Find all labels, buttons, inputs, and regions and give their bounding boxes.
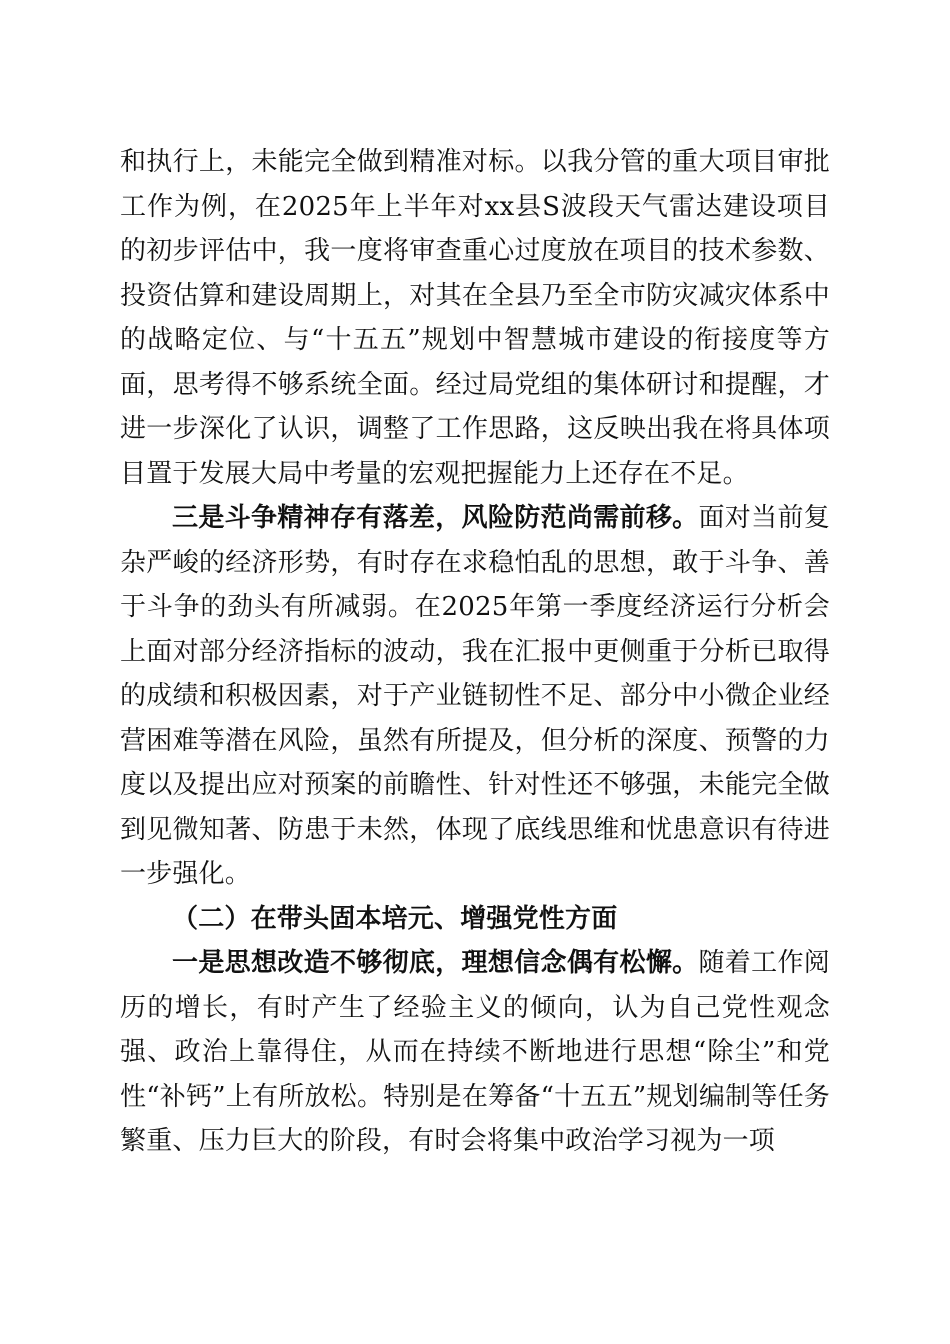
paragraph-2-lead: 三是斗争精神存有落差，风险防范尚需前移。: [172, 503, 699, 533]
section-heading: （二）在带头固本培元、增强党性方面: [172, 903, 618, 934]
paragraph-3-body: 随着工作阅历的增长，有时产生了经验主义的倾向，认为自己党性观念强、政治上靠得住，从而在持续不断地进行思想“除尘”和党性“补钙”上有所放松。特别是在筹备“十五五”规划编制等任务繁重、压力巨大的阶段，有时会将集中政治学习视为一项: [120, 948, 830, 1156]
paragraph-2: [120, 496, 830, 897]
paragraph-1-body: 和执行上，未能完全做到精准对标。以我分管的重大项目审批工作为例，在2025年上半年对xx县S波段天气雷达建设项目的初步评估中，我一度将审查重心过度放在项目的技术参数、投资估算和建设周期上，对其在全县乃至全市防灾减灾体系中的战略定位、与“十五五”规划中智慧城市建设的衔接度等方面，思考得不够系统全面。经过局党组的集体研讨和提醒，才进一步深化了认识，调整了工作思路，这反映出我在将具体项目置于发展大局中考量的宏观把握能力上还存在不足。: [120, 147, 830, 489]
document-body: [120, 140, 830, 1164]
paragraph-3: [120, 941, 830, 1164]
paragraph-3-lead: 一是思想改造不够彻底，理想信念偶有松懈。: [172, 948, 699, 978]
paragraph-1: [120, 140, 830, 496]
paragraph-2-body: 面对当前复杂严峻的经济形势，有时存在求稳怕乱的思想，敢于斗争、善于斗争的劲头有所减弱。在2025年第一季度经济运行分析会上面对部分经济指标的波动，我在汇报中更侧重于分析已取得的成绩和积极因素，对于产业链韧性不足、部分中小微企业经营困难等潜在风险，虽然有所提及，但分析的深度、预警的力度以及提出应对预案的前瞻性、针对性还不够强，未能完全做到见微知著、防患于未然，体现了底线思维和忧患意识有待进一步强化。: [120, 503, 830, 889]
